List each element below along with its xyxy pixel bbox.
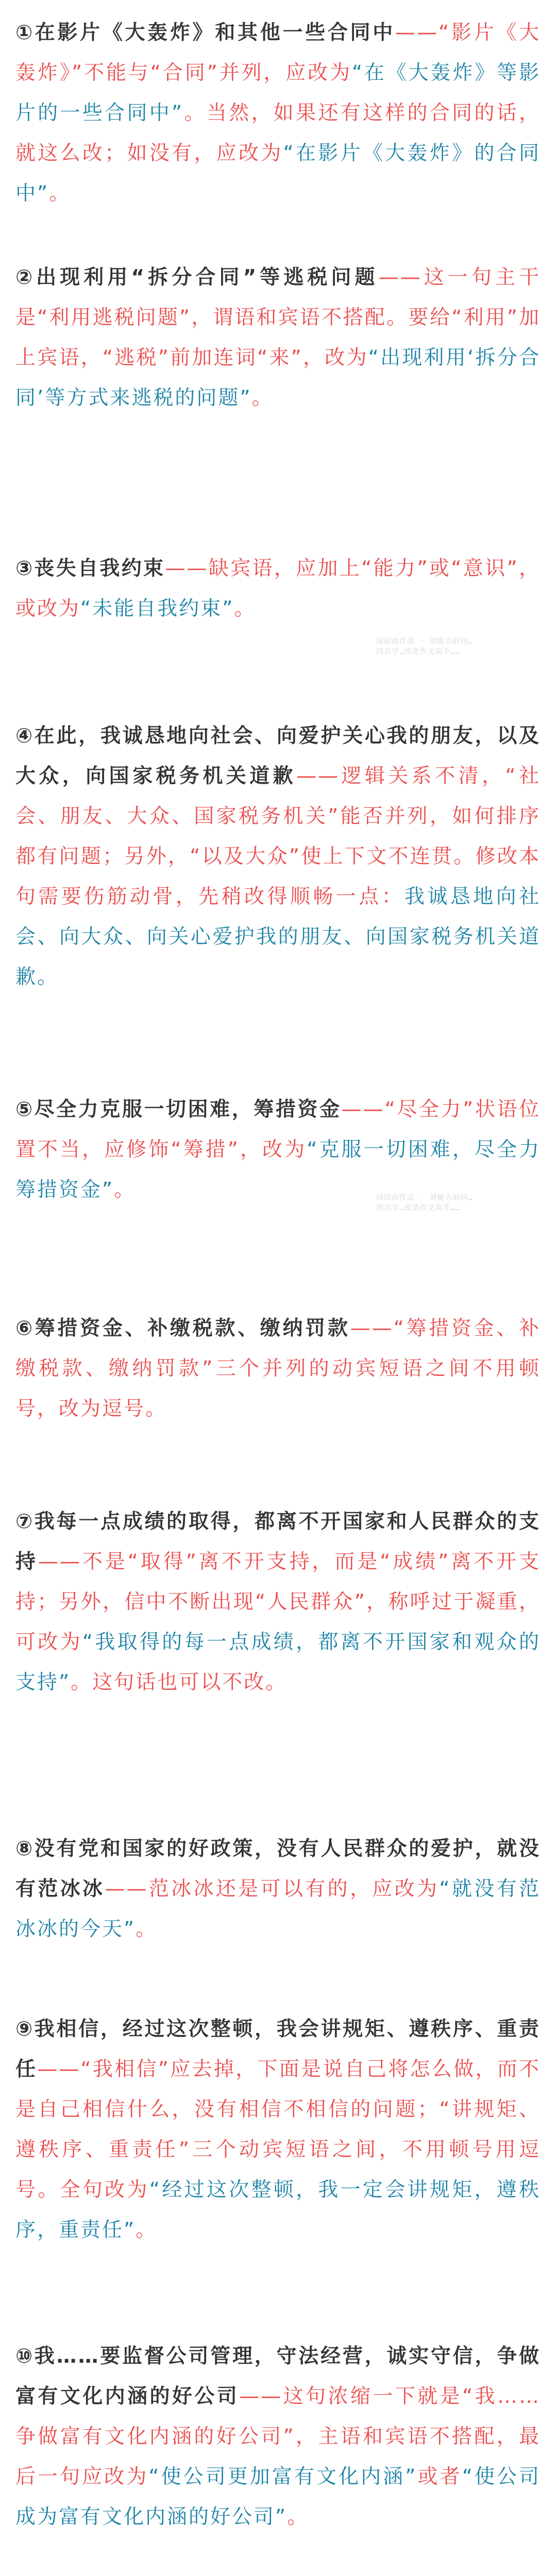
correction-paragraph: [15, 716, 541, 997]
suggested-revision: “我取得的每一点成绩，都离不开国家和观众的支持”: [15, 1631, 541, 1694]
analysis-text: 。: [136, 2218, 158, 2242]
quoted-original-sentence: ⑧没有党和国家的好政策，没有人民群众的爱护，就没有范冰冰: [15, 1837, 541, 1901]
suggested-revision: “克服一切困难，尽全力筹措资金”: [15, 1138, 541, 1201]
watermark-line: 国田由作品 · 刘能力的同…: [376, 637, 473, 646]
correction-item-10: [0, 2336, 556, 2537]
suggested-revision: “未能自我约束”: [80, 597, 234, 620]
suggested-revision: “使公司更加富有文化内涵”: [148, 2465, 417, 2488]
analysis-text: ——“尽全力”状语位置不当，应修饰“筹措”，改为: [15, 1098, 541, 1161]
analysis-text: 。: [114, 1178, 136, 1201]
correction-paragraph: [15, 1090, 541, 1210]
watermark-line: 四百字…改造作文高手……: [376, 648, 461, 656]
suggested-revision: “就没有范冰冰的今天”: [15, 1877, 541, 1941]
analysis-text: 。: [287, 2505, 309, 2529]
analysis-text: 。: [251, 386, 274, 410]
correction-item-3: [0, 549, 556, 629]
analysis-text: ——逻辑关系不清，“社会、朋友、大众、国家税务机关”能否并列，如何排序都有问题；另外，“以及大众”使上下文不连贯。修改本句需要伤筋动骨，先稍改得顺畅一点：: [15, 765, 541, 908]
quoted-original-sentence: ①在影片《大轰炸》和其他一些合同中: [15, 21, 395, 44]
quoted-original-sentence: ②出现利用“拆分合同”等逃税问题: [15, 266, 379, 289]
correction-item-4: [0, 716, 556, 997]
analysis-text: ——不是“取得”离不开支持，而是“成绩”离不开支持；另外，信中不断出现“人民群众”，称呼过于凝重，可改为: [15, 1550, 541, 1654]
analysis-text: 。这句话也可以不改。: [71, 1671, 288, 1694]
analysis-text: ——“我相信”应去掉，下面是说自己将怎么做，而不是自己相信什么，没有相信不相信的问题；“讲规矩、遵秩序、重责任”三个动宾短语之间，不用顿号用逗号。全句改为: [15, 2058, 541, 2201]
analysis-text: 。当然，如果还有这样的合同的话，就这么改；如没有，应改为: [15, 101, 541, 165]
analysis-text: ——缺宾语，应加上“能力”或“意识”，或改为: [15, 557, 541, 620]
quoted-original-sentence: ⑨我相信，经过这次整顿，我会讲规矩、遵秩序、重责任: [15, 2018, 541, 2081]
correction-paragraph: [15, 1309, 541, 1429]
analysis-text: ——范冰冰还是可以有的，应改为: [105, 1877, 440, 1901]
correction-paragraph: [15, 549, 541, 629]
suggested-revision: “出现利用‘拆分合同’等方式来逃税的问题”: [15, 346, 541, 410]
analysis-text: 或者: [417, 2465, 462, 2488]
analysis-text: 。: [234, 597, 256, 620]
analysis-text: ——“影片《大轰炸》”不能与“合同”并列，应改为: [15, 21, 541, 84]
correction-item-9: [0, 2009, 556, 2250]
correction-paragraph: [15, 258, 541, 418]
correction-paragraph: [15, 2336, 541, 2537]
suggested-revision: “经过这次整顿，我一定会讲规矩，遵秩序，重责任”: [15, 2178, 541, 2242]
analysis-text: 。: [136, 1918, 158, 1941]
analysis-text: 。: [49, 182, 71, 205]
analysis-text: ——这一句主干是“利用逃税问题”，谓语和宾语不搭配。要给“利用”加上宾语，“逃税”前加连词“来”，改为: [15, 266, 541, 369]
correction-item-6: [0, 1309, 556, 1429]
correction-paragraph: [15, 2009, 541, 2250]
watermark-line: 四百字…改造作文高手……: [376, 1204, 461, 1212]
suggested-revision: “在影片《大轰炸》的合同中”: [15, 142, 541, 205]
suggested-revision: “使公司成为富有文化内涵的好公司”: [15, 2465, 541, 2529]
quoted-original-sentence: ⑩我……要监督公司管理，守法经营，诚实守信，争做富有文化内涵的好公司: [15, 2345, 541, 2408]
correction-paragraph: [15, 13, 541, 214]
correction-item-8: [0, 1829, 556, 1950]
correction-item-5: [0, 1090, 556, 1210]
quoted-original-sentence: ⑦我每一点成绩的取得，都离不开国家和人民群众的支持: [15, 1510, 541, 1573]
correction-item-2: [0, 258, 556, 418]
correction-paragraph: [15, 1829, 541, 1950]
quoted-original-sentence: ④在此，我诚恳地向社会、向爱护关心我的朋友，以及大众，向国家税务机关道歉: [15, 724, 541, 788]
suggested-revision: 我诚恳地向社会、向大众、向关心爱护我的朋友、向国家税务机关道歉。: [15, 885, 541, 989]
suggested-revision: “在《大轰炸》等影片的一些合同中”: [15, 61, 541, 125]
watermark: [376, 1193, 479, 1213]
analysis-text: ——“筹措资金、补缴税款、缴纳罚款”三个并列的动宾短语之间不用顿号，改为逗号。: [15, 1317, 541, 1420]
correction-paragraph: [15, 1502, 541, 1703]
correction-item-1: [0, 13, 556, 214]
correction-item-7: [0, 1502, 556, 1703]
quoted-original-sentence: ⑤尽全力克服一切困难，筹措资金: [15, 1098, 342, 1121]
watermark: [376, 636, 479, 657]
quoted-original-sentence: ⑥筹措资金、补缴税款、缴纳罚款: [15, 1317, 350, 1340]
analysis-text: ——这句浓缩一下就是“我……争做富有文化内涵的好公司”，主语和宾语不搭配，最后一句应改为: [15, 2385, 541, 2488]
watermark-line: 国田由作品 · 刘能力的同…: [376, 1194, 473, 1202]
quoted-original-sentence: ③丧失自我约束: [15, 557, 165, 580]
